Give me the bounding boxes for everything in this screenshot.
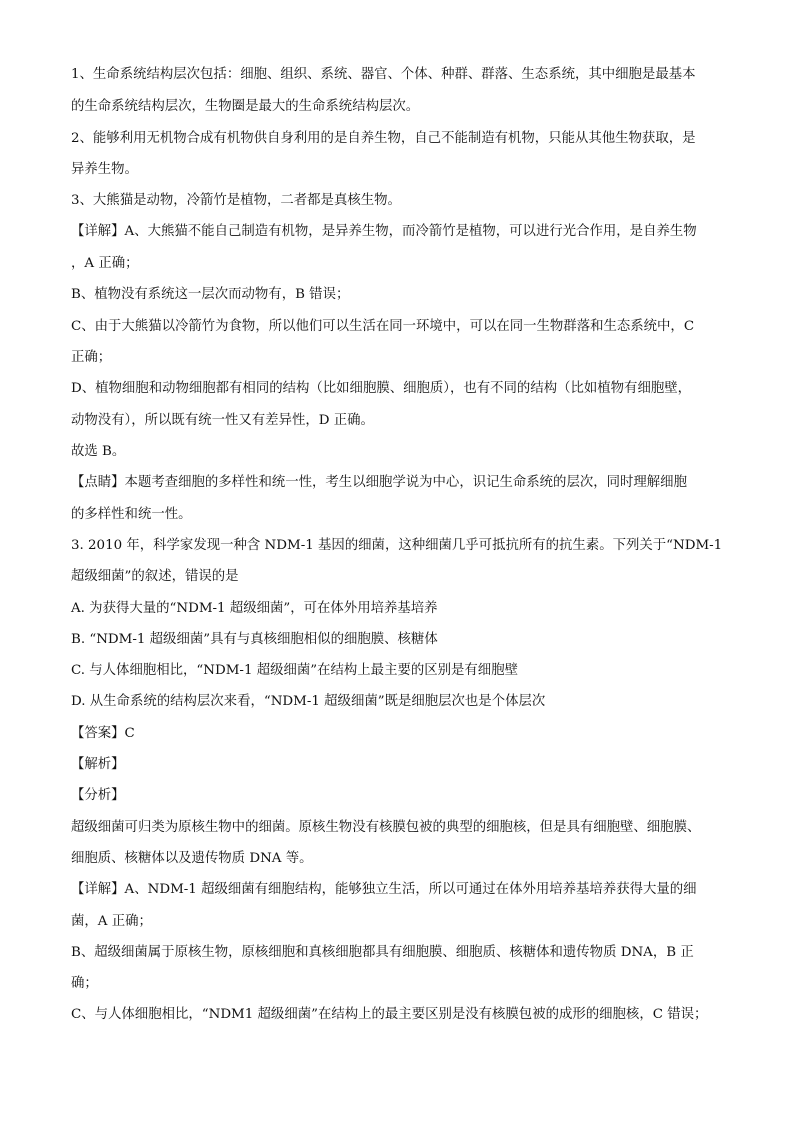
- question-3-line-2: 超级细菌”的叙述，错误的是: [71, 569, 239, 584]
- text-line-3: 2、能够利用无机物合成有机物供自身利用的是自养生物，自己不能制造有机物，只能从其他生物获取，是: [71, 131, 696, 146]
- text-line-26: 细胞质、核糖体以及遗传物质 DNA 等。: [71, 851, 313, 866]
- option-d: D. 从生命系统的结构层次来看，“NDM-1 超级细菌”既是细胞层次也是个体层次: [71, 694, 546, 709]
- answer-line: 【答案】C: [71, 726, 135, 741]
- text-line-2: 的生命系统结构层次，生物圈是最大的生命系统结构层次。: [71, 99, 420, 114]
- text-line-12: 动物没有），所以既有统一性又有差异性，D 正确。: [71, 413, 374, 428]
- text-line-29: B、超级细菌属于原核生物，原核细胞和真核细胞都具有细胞膜、细胞质、核糖体和遗传物质 DNA，B 正: [71, 945, 694, 960]
- text-line-4: 异养生物。: [71, 162, 138, 177]
- option-a: A. 为获得大量的“NDM-1 超级细菌”，可在体外用培养基培养: [71, 601, 438, 616]
- text-line-9: C、由于大熊猫以冷箭竹为食物，所以他们可以生活在同一环境中，可以在同一生物群落和生态系统中，C: [71, 319, 695, 334]
- detail-heading-line-2: 【详解】A、NDM-1 超级细菌有细胞结构，能够独立生活，所以可通过在体外用培养基培养获得大量的细: [71, 882, 697, 897]
- text-line-10: 正确；: [71, 350, 112, 365]
- text-line-31: C、与人体细胞相比，“NDM1 超级细菌”在结构上的最主要区别是没有核膜包被的成形的细胞核，C 错误；: [71, 1007, 708, 1022]
- option-c: C. 与人体细胞相比，“NDM-1 超级细菌”在结构上最主要的区别是有细胞壁: [71, 663, 518, 678]
- text-line-8: B、植物没有系统这一层次而动物有，B 错误；: [71, 287, 350, 302]
- comment-heading-line: 【点睛】本题考查细胞的多样性和统一性，考生以细胞学说为中心，识记生命系统的层次，同时理解细胞: [71, 475, 687, 490]
- text-line-13: 故选 B。: [71, 444, 126, 459]
- option-b: B. “NDM-1 超级细菌”具有与真核细胞相似的细胞膜、核糖体: [71, 632, 438, 647]
- text-line-15: 的多样性和统一性。: [71, 507, 192, 522]
- analysis-subheading: 【分析】: [71, 788, 125, 803]
- text-line-7: ，A 正确；: [71, 256, 139, 271]
- text-line-5: 3、大熊猫是动物，冷箭竹是植物，二者都是真核生物。: [71, 193, 401, 208]
- text-line-28: 菌，A 正确；: [71, 914, 152, 929]
- analysis-heading: 【解析】: [71, 757, 125, 772]
- detail-heading-line: 【详解】A、大熊猫不能自己制造有机物，是异养生物，而冷箭竹是植物，可以进行光合作用，是自养生物: [71, 224, 697, 239]
- text-line-11: D、植物细胞和动物细胞都有相同的结构（比如细胞膜、细胞质），也有不同的结构（比如植物有细胞壁，: [71, 381, 692, 396]
- text-line-1: 1、生命系统结构层次包括：细胞、组织、系统、器官、个体、种群、群落、生态系统，其中细胞是最基本: [71, 67, 696, 82]
- question-3-line-1: 3. 2010 年，科学家发现一种含 NDM-1 基因的细菌，这种细菌几乎可抵抗所有的抗生素。下列关于“NDM-1: [71, 538, 723, 553]
- text-line-30: 确；: [71, 976, 98, 991]
- text-line-25: 超级细菌可归类为原核生物中的细菌。原核生物没有核膜包被的典型的细胞核，但是具有细胞壁、细胞膜、: [71, 820, 701, 835]
